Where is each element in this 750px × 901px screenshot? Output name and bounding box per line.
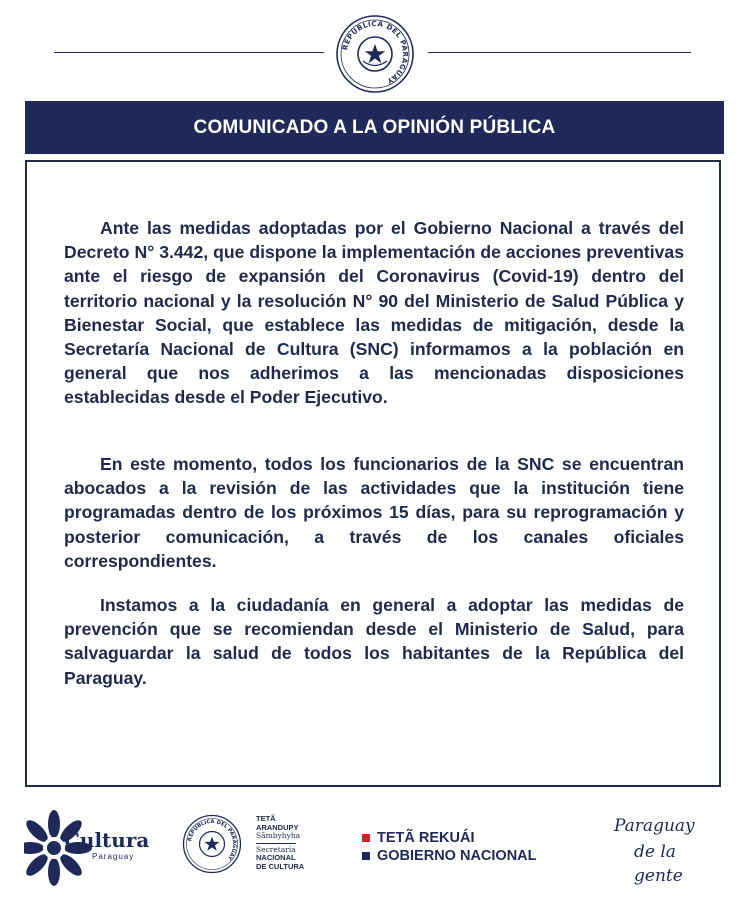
snc-line-4: Secretaría xyxy=(256,844,296,854)
title-banner xyxy=(25,101,724,154)
page-title: COMUNICADO A LA OPINIÓN PÚBLICA xyxy=(193,116,556,138)
paragraph-3: Instamos a la ciudadanía en general a adoptar las medidas de prevención que se recomiendan desde el Ministerio de Salud, para salvaguardar la salud de todos los habitantes de la República del Paraguay. xyxy=(64,595,684,688)
snc-line-3: Sãmbyhyha xyxy=(256,831,301,841)
snc-line-5: NACIONAL xyxy=(256,853,296,863)
government-logo xyxy=(362,829,537,865)
paragraph-2: En este momento, todos los funcionarios de la SNC se encuentran abocados a la revisión de las actividades que la institución tiene programadas dentro de los próximos 15 días, para su reprogramación y posterior comunicación, a través de los canales oficiales correspondientes. xyxy=(64,454,684,571)
slogan-line-2: de la gente xyxy=(634,842,683,886)
red-square-icon xyxy=(362,834,370,842)
cultura-logo xyxy=(24,808,164,888)
svg-text:REPÚBLICA DEL PARAGUAY: REPÚBLICA DEL PARAGUAY xyxy=(341,19,410,86)
cultura-subtitle: Paraguay xyxy=(92,852,135,861)
slogan-line-1: Paraguay xyxy=(614,816,695,836)
snc-line-1: TETÃ xyxy=(256,814,276,823)
snc-line-2: ARANDUPY xyxy=(256,822,299,832)
slogan-logo xyxy=(614,814,726,886)
header-rule-left xyxy=(54,52,324,53)
svg-text:REPÚBLICA DEL PARAGUAY: REPÚBLICA DEL PARAGUAY xyxy=(187,818,238,861)
snc-line-6: DE CULTURA xyxy=(256,861,305,871)
snc-divider xyxy=(256,843,296,844)
gov-line-1: TETÃ REKUÁI xyxy=(377,830,475,846)
paragraph-1: Ante las medidas adoptadas por el Gobierno Nacional a través del Decreto N° 3.442, que dispone la implementación de acciones preventivas ante el riesgo de expansión del Coronavirus (Covid-19) dentro del territorio nacional y la resolución N° 90 del Ministerio de Salud Pública y Bienestar Social, que establece las medidas de mitigación, desde la Secretaría Nacional de Cultura (SNC) informamos a la población en general que nos adherimos a las mencionadas disposiciones establecidas desde el Poder Ejecutivo. xyxy=(64,218,684,408)
gov-line-2: GOBIERNO NACIONAL xyxy=(377,848,537,864)
snc-seal-icon xyxy=(182,814,242,874)
header-rule-right xyxy=(428,52,691,53)
national-seal-icon xyxy=(335,14,415,94)
blue-square-icon xyxy=(362,852,370,860)
snc-wordmark xyxy=(256,815,304,872)
cultura-wordmark: Cultura xyxy=(64,828,150,852)
